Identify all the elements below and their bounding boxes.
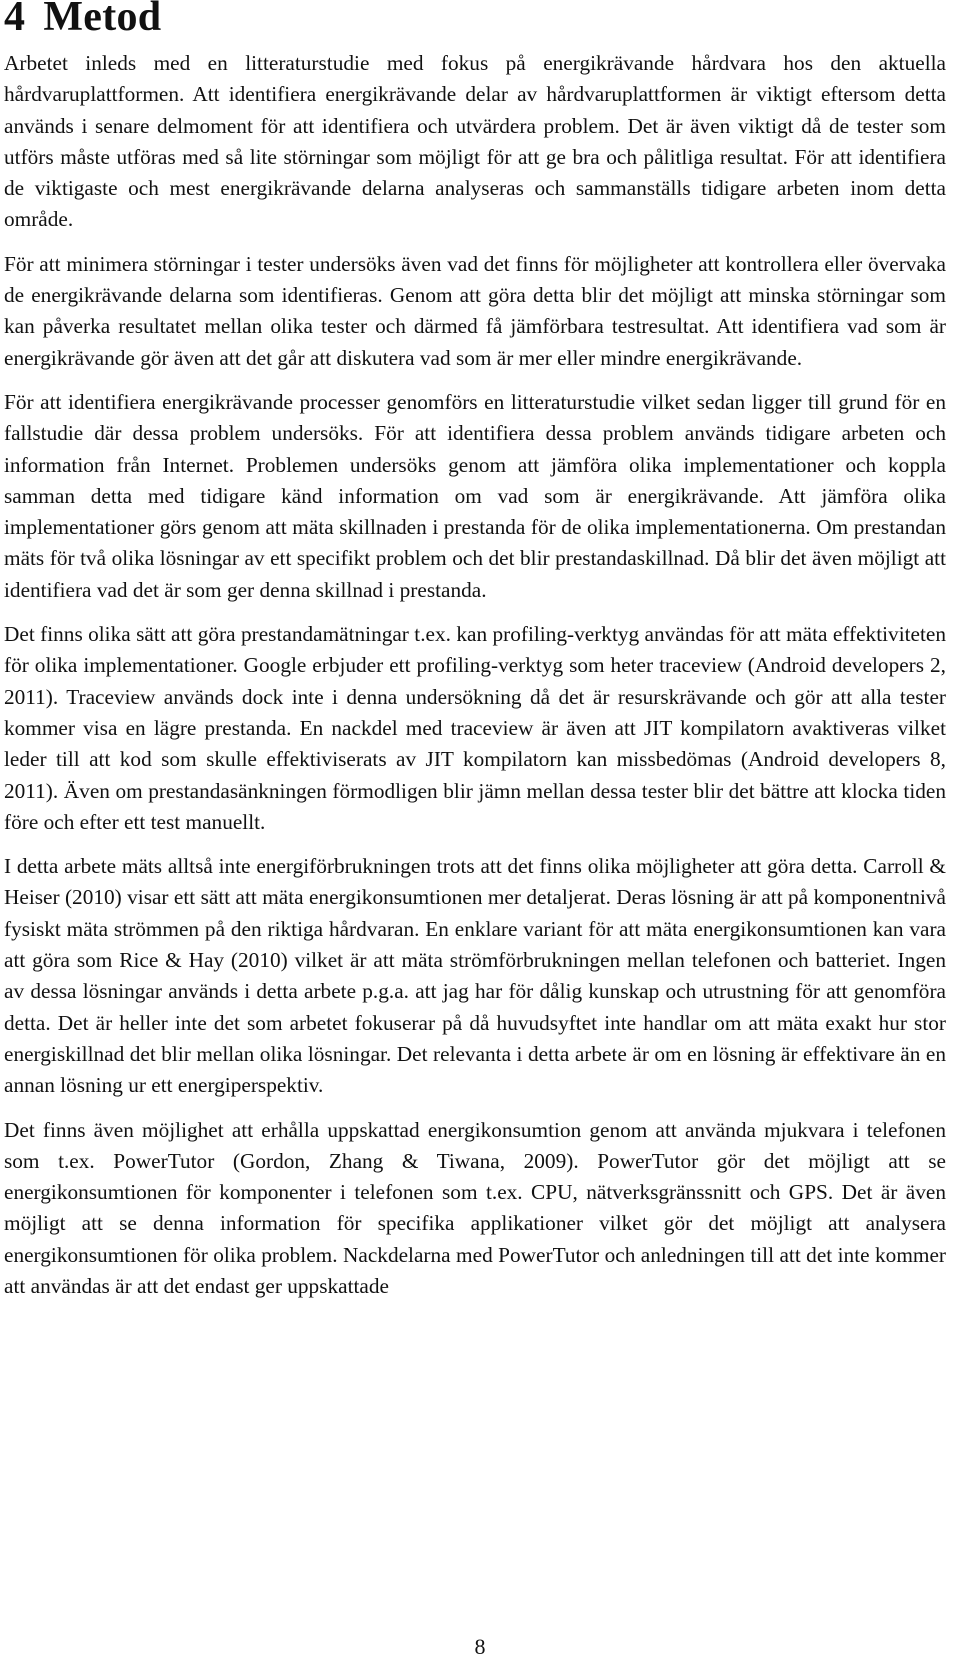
paragraph: Det finns olika sätt att göra prestandamätningar t.ex. kan profiling-verktyg användas för att mäta effektiviteten för olika implementationer. Google erbjuder ett profiling-verktyg som heter traceview (Android developers 2, 2011). Traceview används dock inte i denna undersökning då det är resurskrävande och gör att alla tester kommer visa en lägre prestanda. En nackdel med traceview är även att JIT kompilatorn avaktiveras vilket leder till att kod som skulle effektiviserats av JIT kompilatorn kan missbedömas (Android developers 8, 2011). Även om prestandasänkningen förmodligen blir jämn mellan dessa tester blir det bättre att klocka tiden före och efter ett test manuellt. <box>4 622 946 834</box>
paragraph: För att minimera störningar i tester undersöks även vad det finns för möjligheter att kontrollera eller övervaka de energikrävande delarna som identifieras. Genom att göra detta blir det möjligt att minska störningar som kan påverka resultatet mellan olika tester och därmed få jämförbara testresultat. Att identifiera vad som är energikrävande gör även att det går att diskutera vad som är mer eller mindre energikrävande. <box>4 251 946 370</box>
body-text <box>4 48 946 1315</box>
page-number: 8 <box>474 1634 486 1659</box>
paragraph: I detta arbete mäts alltså inte energiförbrukningen trots att det finns olika möjligheter att göra detta. Carroll & Heiser (2010) visar ett sätt att mäta energikonsumtionen mer detaljerat. Deras lösning är att på komponentnivå fysiskt mäta strömmen på den riktiga hårdvaran. En enklare variant för att mäta energikonsumtionen kan vara att göra som Rice & Hay (2010) vilket är att mäta strömförbrukningen mellan telefonen och batteriet. Ingen av dessa lösningar används i detta arbete p.g.a. att jag har för dålig kunskap och utrustning för att genomföra detta. Det är heller inte det som arbetet fokuserar på då huvudsyftet inte handlar om att mäta exakt hur stor energiskillnad det blir mellan olika lösningar. Det relevanta i detta arbete är om en lösning är effektivare än en annan lösning ur ett energiperspektiv. <box>4 854 946 1098</box>
paragraph: För att identifiera energikrävande processer genomförs en litteraturstudie vilket sedan ligger till grund för en fallstudie där dessa problem undersöks. För att identifiera dessa problem används tidigare arbeten och information från Internet. Problemen undersöks genom att jämföra olika implementationer och koppla samman detta med tidigare känd information om vad som är energikrävande. Att jämföra olika implementationer görs genom att mäta skillnaden i prestanda för de olika implementationerna. Om prestandan mäts för två olika lösningar av ett specifikt problem och det blir prestandaskillnad. Då blir det även möjligt att identifiera vad det är som ger denna skillnad i prestanda. <box>4 389 946 602</box>
paragraph: Arbetet inleds med en litteraturstudie med fokus på energikrävande hårdvara hos den aktuella hårdvaruplattformen. Att identifiera energikrävande delar av hårdvaruplattformen är viktigt eftersom detta används i senare delmoment för att identifiera och utvärdera problem. Det är även viktigt då de tester som utförs måste utföras med så lite störningar som möjligt för att ge bra och pålitliga resultat. För att identifiera de viktigaste och mest energikrävande delarna analyseras och sammanställs tidigare arbeten inom detta område. <box>4 51 946 232</box>
paragraph: Det finns även möjlighet att erhålla uppskattad energikonsumtion genom att använda mjukvara i telefonen som t.ex. PowerTutor (Gordon, Zhang & Tiwana, 2009). PowerTutor gör det möjligt att se energikonsumtionen för komponenter i telefonen som t.ex. CPU, nätverksgränssnitt och GPS. Det är även möjligt att se denna information för specifika applikationer vilket gör det möjligt att analysera energikonsumtionen för olika problem. Nackdelarna med PowerTutor och anledningen till att det inte kommer att användas är att det endast ger uppskattade <box>4 1117 946 1298</box>
chapter-title: Metod <box>43 0 162 40</box>
chapter-number: 4 <box>4 0 26 40</box>
chapter-heading <box>4 0 161 42</box>
